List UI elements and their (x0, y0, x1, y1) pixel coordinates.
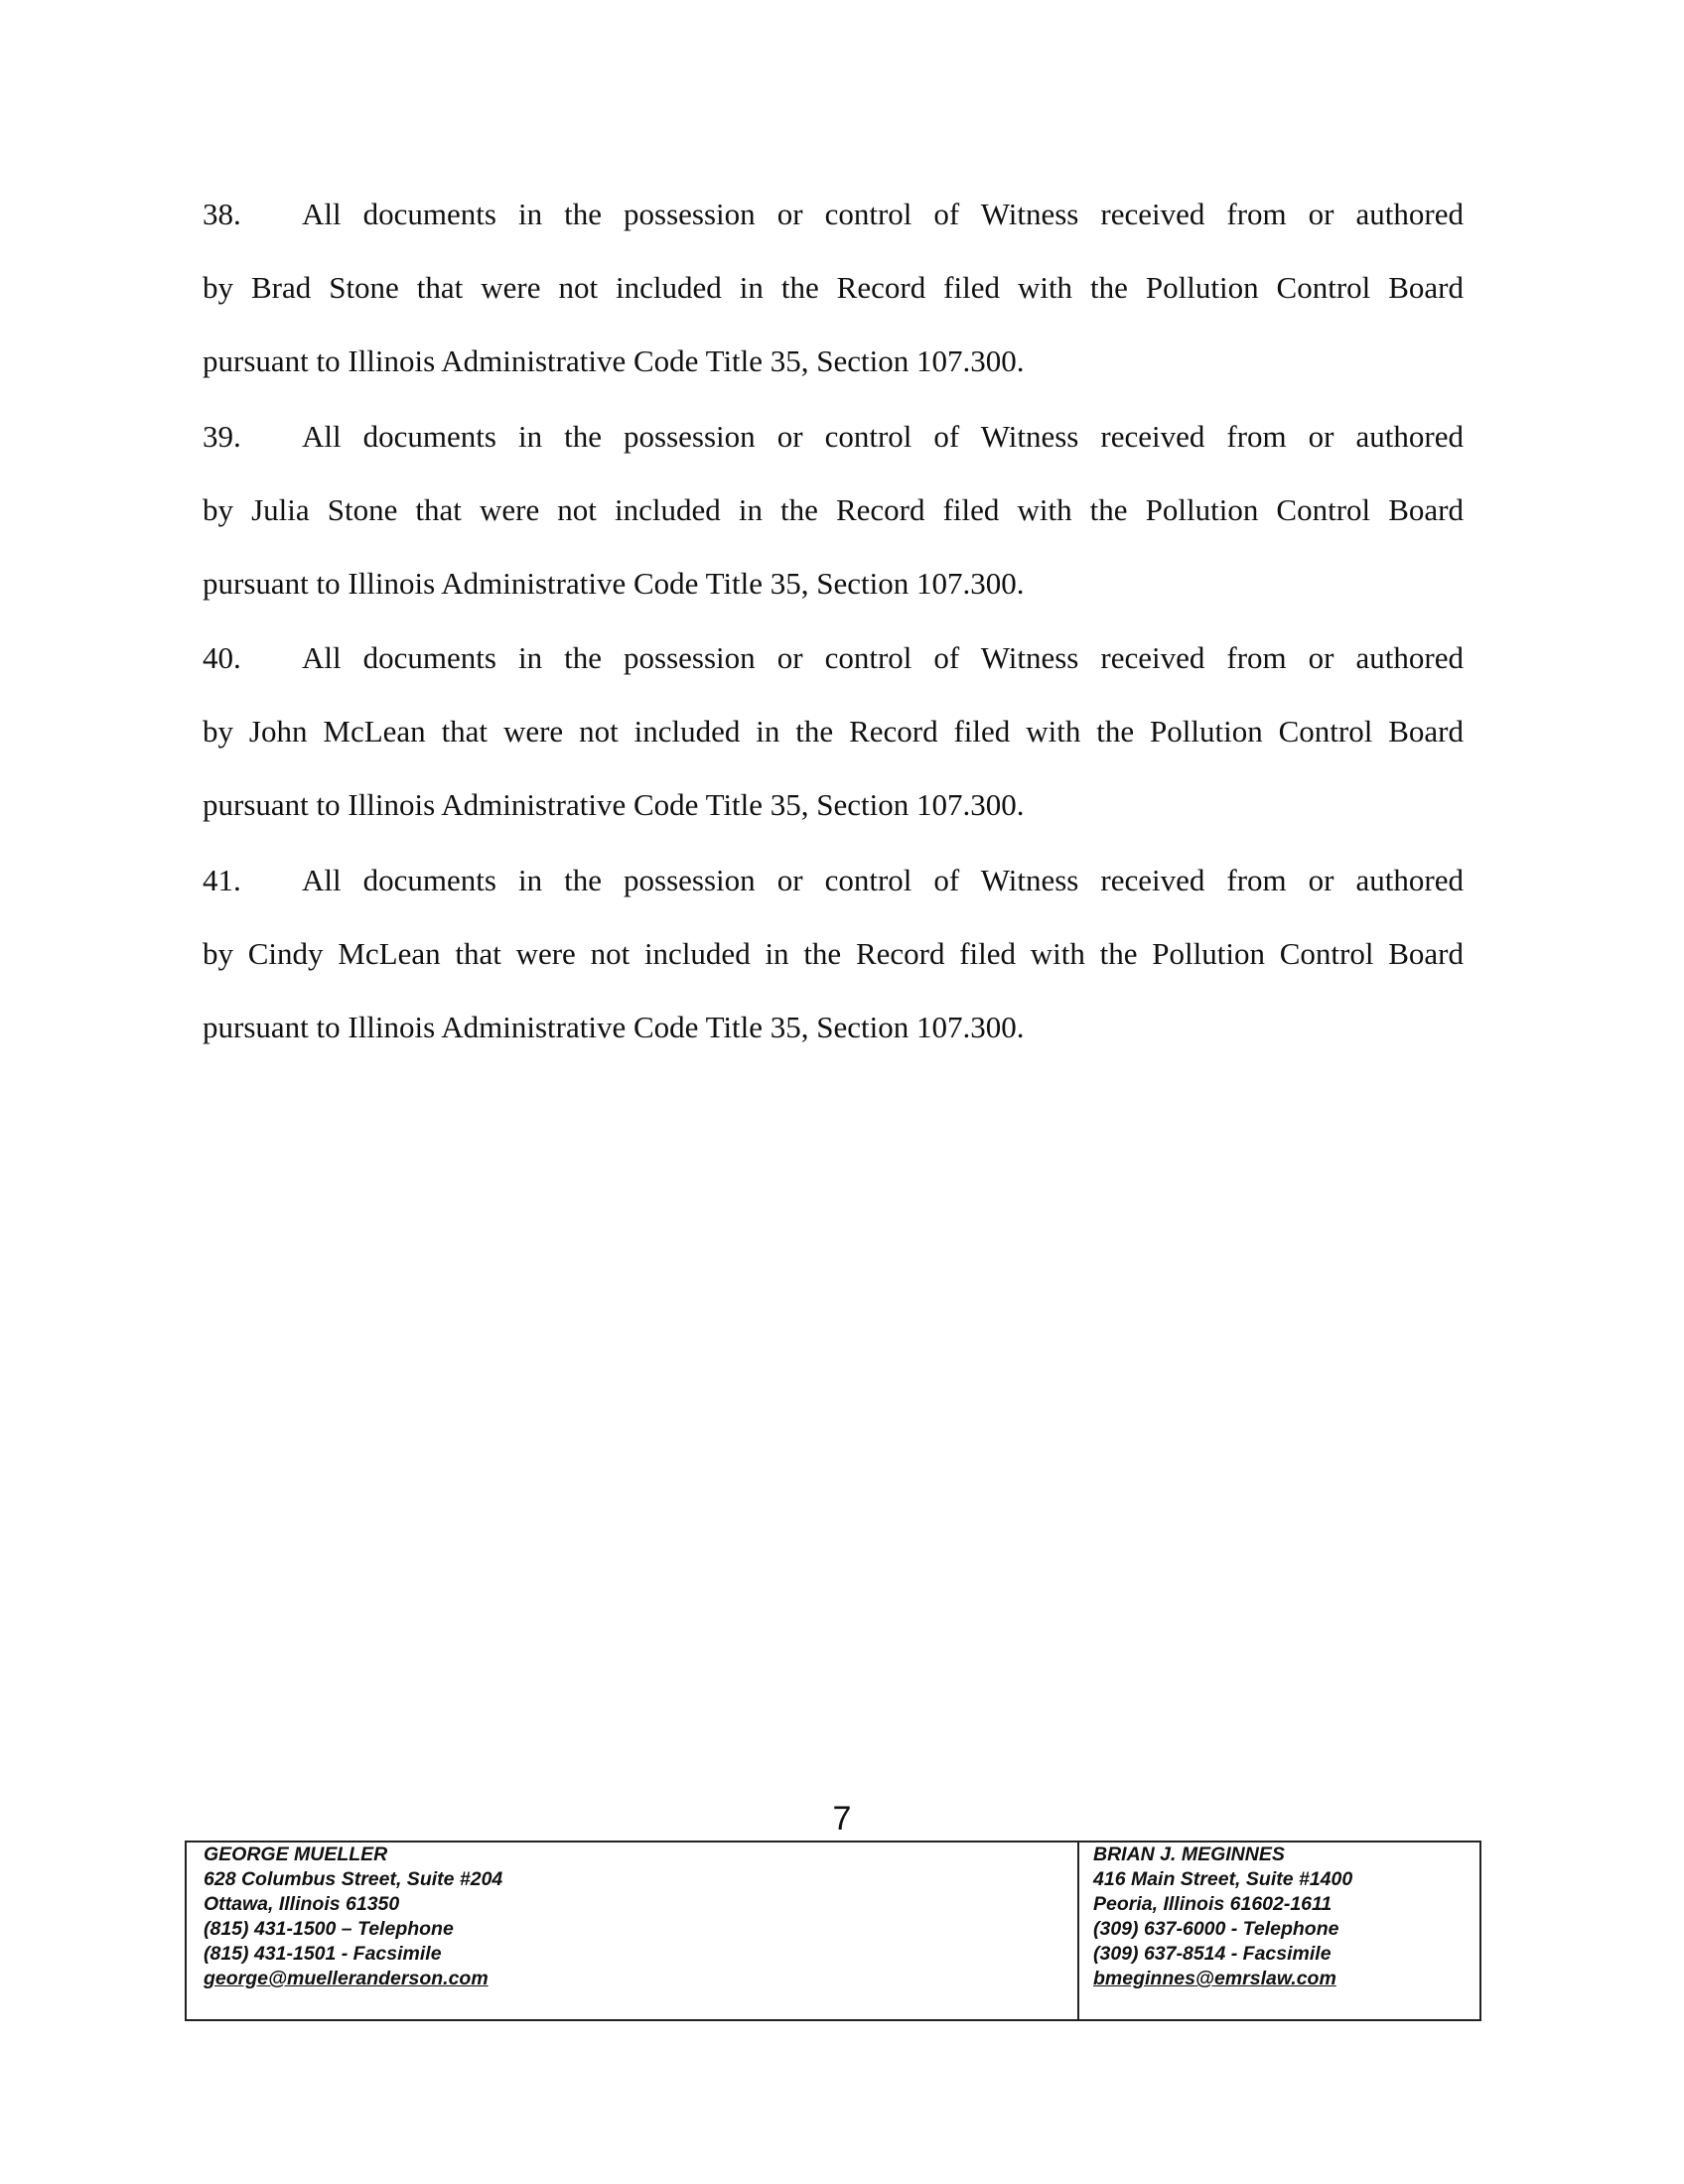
footer-left-contact (187, 1843, 1079, 2019)
paragraph-text: All documents in the possession or control of Witness received from or authored (302, 197, 1464, 231)
paragraph-line (203, 419, 1464, 455)
paragraph-line (203, 197, 1464, 232)
paragraph-text: All documents in the possession or control of Witness received from or authored (302, 419, 1464, 454)
footer-right-contact (1079, 1843, 1479, 2019)
paragraph-text: All documents in the possession or control of Witness received from or authored (302, 863, 1464, 897)
paragraph-line (203, 863, 1464, 898)
paragraph-line: by Cindy McLean that were not included in the Record filed with the Pollution Control Board (203, 936, 1464, 971)
email-link[interactable]: george@muelleranderson.com (204, 1968, 489, 1989)
attorney-name: GEORGE MUELLER (204, 1843, 388, 1865)
paragraph-line: pursuant to Illinois Administrative Code Title 35, Section 107.300. (203, 566, 1025, 601)
address-line-2: Peoria, Illinois 61602-1611 (1093, 1893, 1333, 1915)
telephone: (815) 431-1500 – Telephone (204, 1918, 454, 1940)
paragraph-number: 38. (203, 197, 241, 231)
paragraph-number: 41. (203, 863, 241, 897)
attorney-name: BRIAN J. MEGINNES (1093, 1843, 1285, 1865)
attorney-footer-box (185, 1841, 1481, 2021)
paragraph-line: pursuant to Illinois Administrative Code Title 35, Section 107.300. (203, 787, 1025, 822)
paragraph-line: pursuant to Illinois Administrative Code Title 35, Section 107.300. (203, 343, 1025, 378)
email-link[interactable]: bmeginnes@emrslaw.com (1093, 1968, 1336, 1989)
paragraph-number: 39. (203, 419, 241, 454)
paragraph-line: by John McLean that were not included in the Record filed with the Pollution Control Board (203, 714, 1464, 749)
address-line-1: 416 Main Street, Suite #1400 (1093, 1868, 1353, 1890)
telephone: (309) 637-6000 - Telephone (1093, 1918, 1339, 1940)
paragraph-line: by Brad Stone that were not included in the Record filed with the Pollution Control Board (203, 270, 1464, 305)
address-line-2: Ottawa, Illinois 61350 (204, 1893, 400, 1915)
paragraph-line (203, 640, 1464, 676)
address-line-1: 628 Columbus Street, Suite #204 (204, 1868, 503, 1890)
facsimile: (309) 637-8514 - Facsimile (1093, 1943, 1332, 1965)
paragraph-number: 40. (203, 640, 241, 675)
facsimile: (815) 431-1501 - Facsimile (204, 1943, 442, 1965)
paragraph-text: All documents in the possession or control of Witness received from or authored (302, 640, 1464, 675)
paragraph-line: by Julia Stone that were not included in the Record filed with the Pollution Control Board (203, 492, 1464, 527)
page-number: 7 (832, 1800, 852, 1838)
paragraph-line: pursuant to Illinois Administrative Code Title 35, Section 107.300. (203, 1010, 1025, 1044)
